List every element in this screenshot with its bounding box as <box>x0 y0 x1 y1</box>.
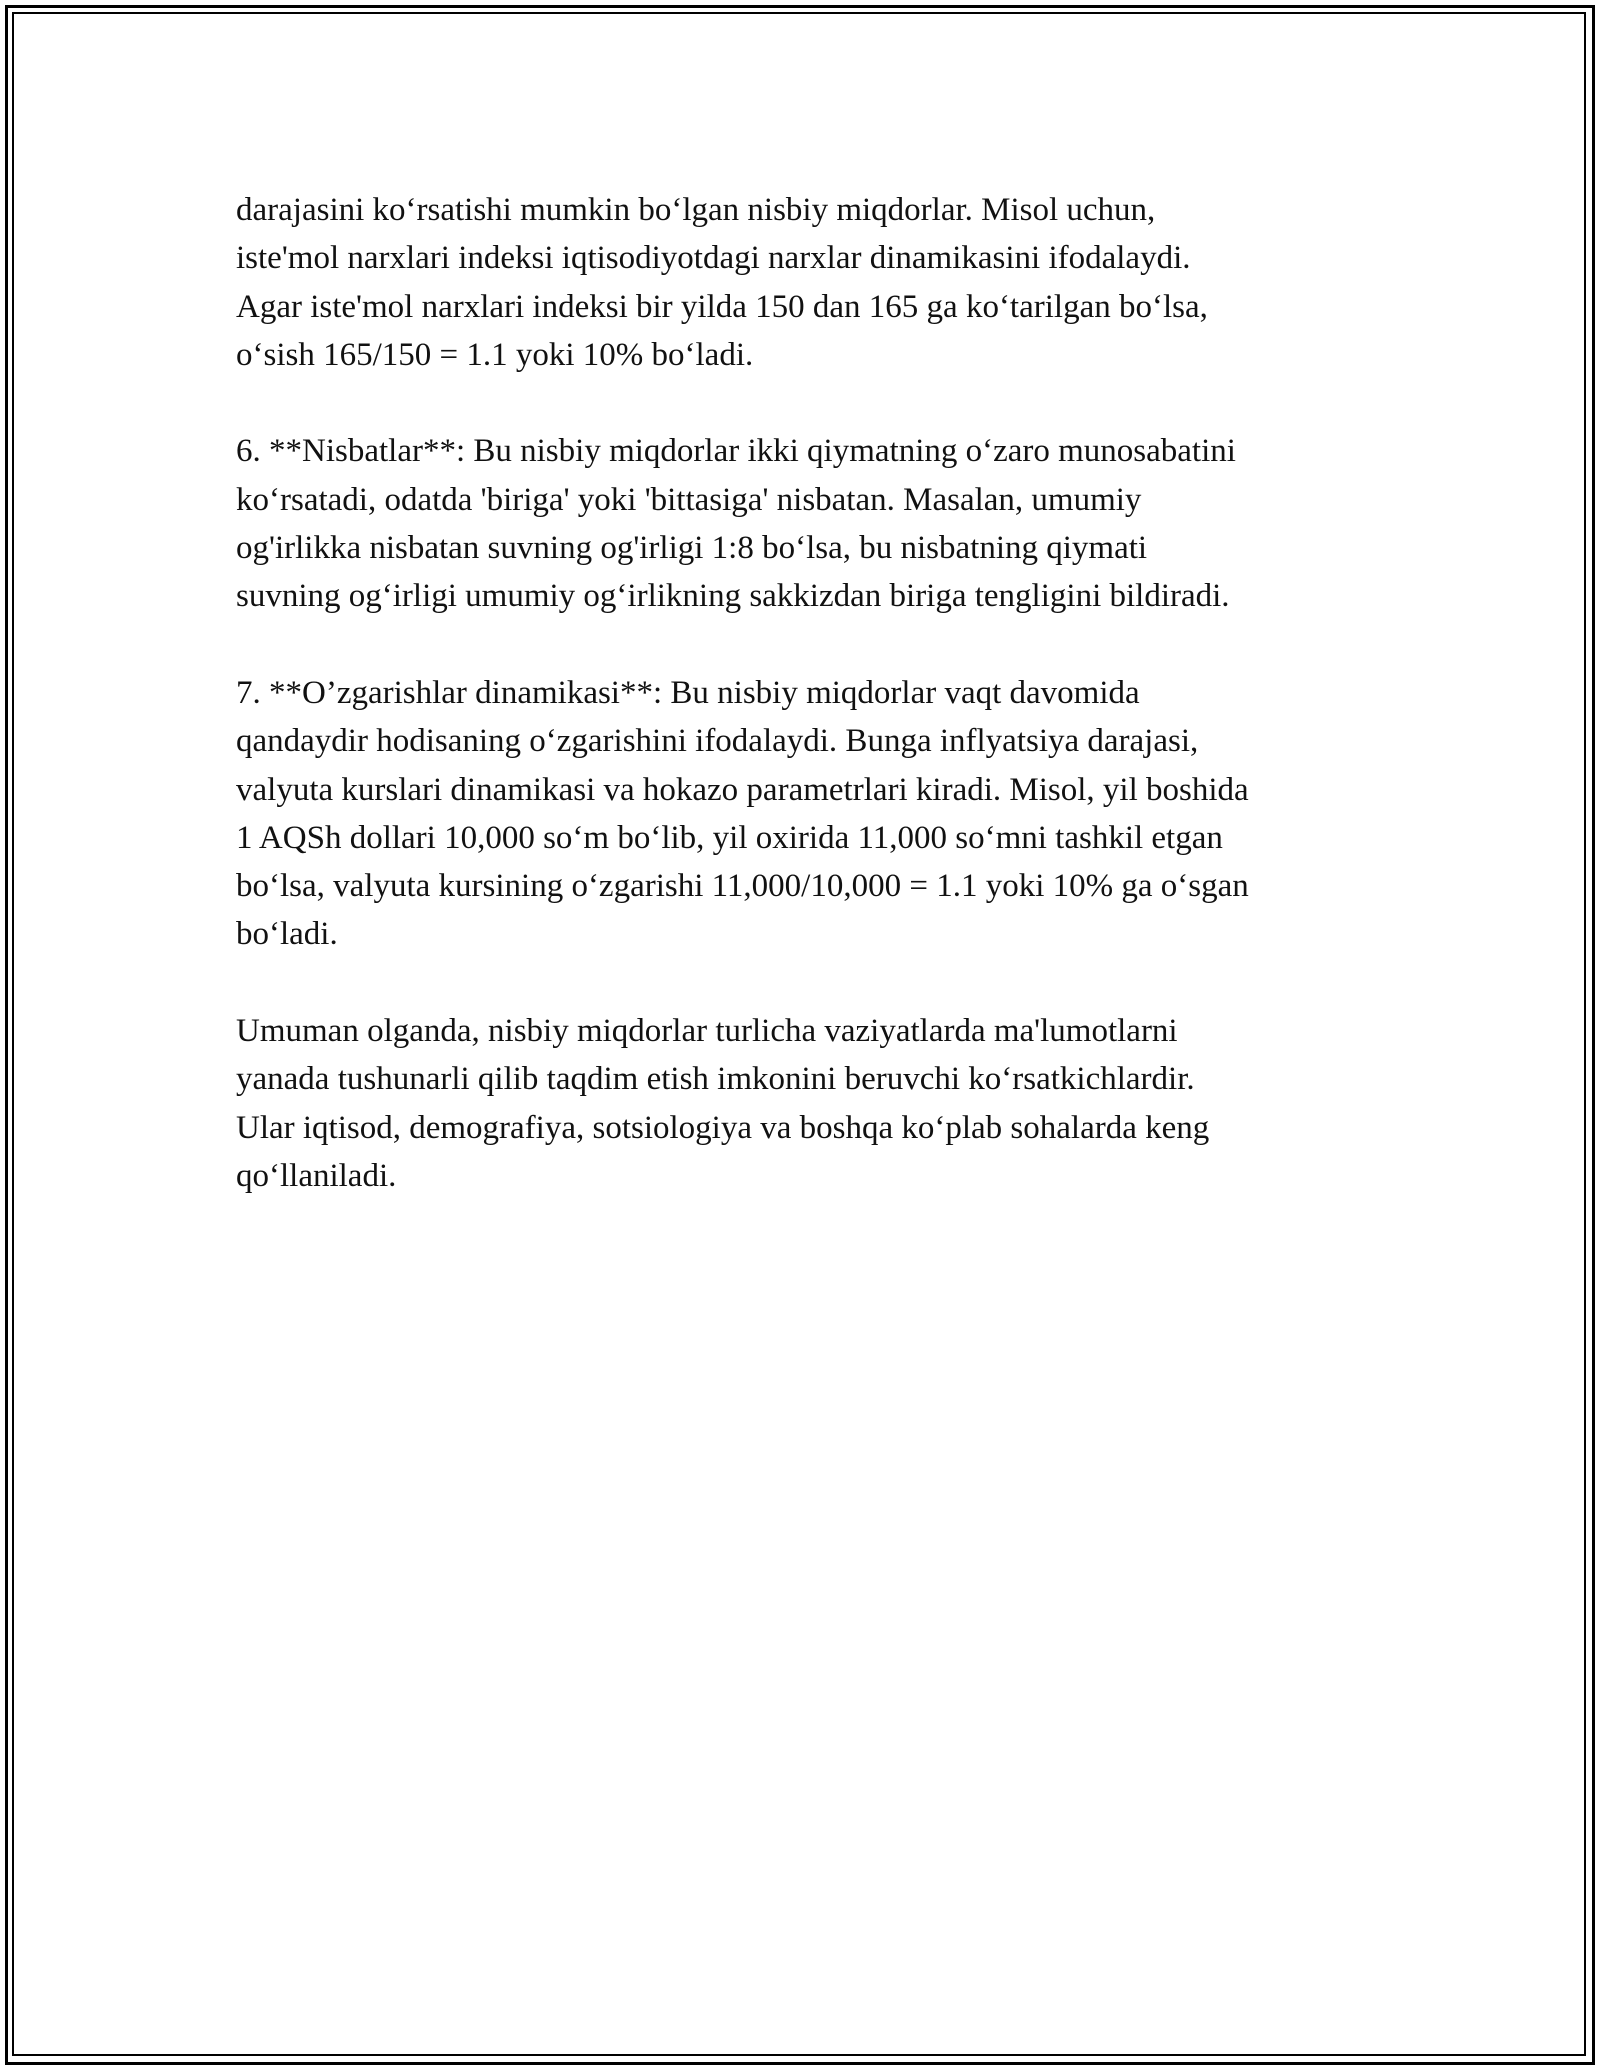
paragraph-ratios <box>236 427 1386 620</box>
text-line: valyuta kurslari dinamikasi va hokazo parametrlari kiradi. Misol, yil boshida <box>236 771 1249 808</box>
text-line: bo‘ladi. <box>236 916 338 953</box>
text-line: ko‘rsatadi, odatda 'biriga' yoki 'bittasiga' nisbatan. Masalan, umumiy <box>236 481 1142 518</box>
paragraph-index-dynamics <box>236 186 1386 379</box>
text-line: 1 AQSh dollari 10,000 so‘m bo‘lib, yil oxirida 11,000 so‘mni tashkil etgan <box>236 819 1223 856</box>
paragraph-change-dynamics <box>236 669 1386 959</box>
text-line: bo‘lsa, valyuta kursining o‘zgarishi 11,000/10,000 = 1.1 yoki 10% ga o‘sgan <box>236 868 1249 905</box>
text-line: qo‘llaniladi. <box>236 1157 397 1194</box>
text-line: iste'mol narxlari indeksi iqtisodiyotdagi narxlar dinamikasini ifodalaydi. <box>236 240 1191 277</box>
text-line: suvning og‘irligi umumiy og‘irlikning sakkizdan biriga tengligini bildiradi. <box>236 578 1230 615</box>
document-body <box>236 186 1386 1249</box>
text-line: 6. **Nisbatlar**: Bu nisbiy miqdorlar ikki qiymatning o‘zaro munosabatini <box>236 433 1236 470</box>
text-line: 7. **O’zgarishlar dinamikasi**: Bu nisbiy miqdorlar vaqt davomida <box>236 674 1140 711</box>
text-line: Agar iste'mol narxlari indeksi bir yilda 150 dan 165 ga ko‘tarilgan bo‘lsa, <box>236 288 1208 325</box>
text-line: qandaydir hodisaning o‘zgarishini ifodalaydi. Bunga inflyatsiya darajasi, <box>236 723 1199 760</box>
text-line: darajasini ko‘rsatishi mumkin bo‘lgan nisbiy miqdorlar. Misol uchun, <box>236 192 1156 228</box>
text-line: Umuman olganda, nisbiy miqdorlar turlicha vaziyatlarda ma'lumotlarni <box>236 1013 1178 1050</box>
text-line: o‘sish 165/150 = 1.1 yoki 10% bo‘ladi. <box>236 336 754 373</box>
text-line: yanada tushunarli qilib taqdim etish imkonini beruvchi ko‘rsatkichlardir. <box>236 1061 1195 1098</box>
paragraph-conclusion <box>236 1007 1386 1200</box>
text-line: og'irlikka nisbatan suvning og'irligi 1:8 bo‘lsa, bu nisbatning qiymati <box>236 530 1148 567</box>
text-line: Ular iqtisod, demografiya, sotsiologiya va boshqa ko‘plab sohalarda keng <box>236 1109 1210 1146</box>
